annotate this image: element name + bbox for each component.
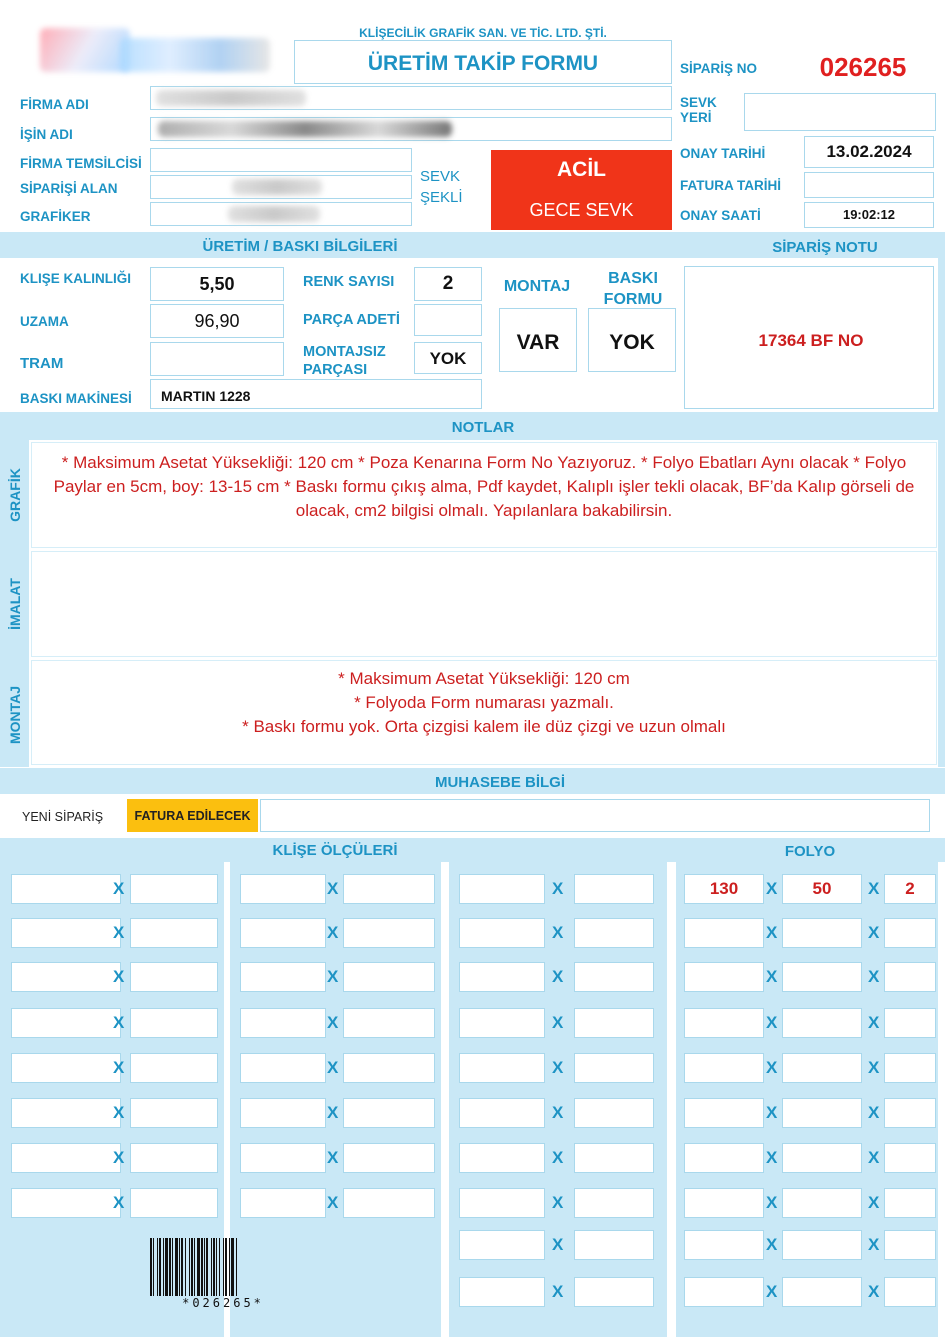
- redacted-firma: [156, 90, 306, 106]
- montajsiz-value: YOK: [429, 349, 467, 368]
- plate-width-field[interactable]: [459, 1008, 545, 1038]
- fatura-tarihi-label: FATURA TARİHİ: [680, 178, 781, 193]
- plate-height-field[interactable]: [574, 1008, 654, 1038]
- x-separator: X: [327, 1148, 339, 1167]
- baski-formu-label: BASKI FORMU: [603, 270, 663, 308]
- foil-count-field[interactable]: [884, 918, 936, 948]
- x-separator: X: [327, 1013, 339, 1032]
- renk-sayisi-label: RENK SAYISI: [303, 274, 395, 290]
- klise-kalinligi-label: KLIŞE KALINLIĞI: [20, 271, 131, 286]
- foil-height-field[interactable]: [782, 1098, 862, 1128]
- order-note-title: SİPARİŞ NOTU: [772, 239, 878, 256]
- plate-height-field[interactable]: [574, 918, 654, 948]
- plate-height-field[interactable]: [574, 1143, 654, 1173]
- shipping-method: GECE SEVK: [529, 200, 634, 220]
- plate-width-field[interactable]: [459, 1188, 545, 1218]
- foil-title: FOLYO: [784, 843, 836, 860]
- plate-width-field[interactable]: [459, 874, 545, 904]
- foil-height-field[interactable]: [782, 1053, 862, 1083]
- plate-height-field[interactable]: [343, 918, 435, 948]
- grafik-notes: * Maksimum Asetat Yüksekliği: 120 cm * Poza Kenarına Form No Yazıyoruz. * Folyo Ebatları Aynı olacak * Folyo Paylar en 5cm, boy: 13-15 cm * Baskı formu çıkış alma, Pdf kaydet, Kalıplı işler tekli olacak, BF’da Kalıp görseli de olacak, cm2 bilgisi olmalı. Yapılanlara bakabilirsin.: [53, 453, 915, 520]
- x-separator: X: [766, 1193, 778, 1212]
- foil-count-field[interactable]: [884, 1053, 936, 1083]
- plate-height-field[interactable]: [574, 874, 654, 904]
- urgent-label: ACİL: [557, 158, 606, 181]
- plate-height-field[interactable]: [343, 1053, 435, 1083]
- foil-count-field[interactable]: [884, 1188, 936, 1218]
- x-separator: X: [766, 1013, 778, 1032]
- klise-kalinligi-value: 5,50: [199, 274, 235, 294]
- barcode-bar: [219, 1238, 220, 1296]
- barcode-bar: [194, 1238, 195, 1296]
- plate-height-field[interactable]: [130, 1053, 218, 1083]
- plate-height-field[interactable]: [130, 1188, 218, 1218]
- plate-height-field[interactable]: [574, 1098, 654, 1128]
- foil-width-field[interactable]: [684, 1143, 764, 1173]
- new-order-label: YENİ SİPARİŞ: [22, 810, 104, 824]
- isin-adi-label: İŞİN ADI: [20, 127, 73, 142]
- grafiker-label: GRAFİKER: [20, 209, 91, 224]
- fatura-tarihi-field[interactable]: [804, 172, 934, 198]
- onay-saati-label: ONAY SAATİ: [680, 208, 761, 223]
- x-separator: X: [766, 923, 778, 942]
- notes-right-strip: [938, 440, 945, 767]
- x-separator: X: [113, 967, 125, 986]
- foil-value: 130: [709, 879, 739, 898]
- x-separator: X: [327, 1103, 339, 1122]
- redacted-siparisi-alan: [232, 179, 322, 195]
- sevk-sekli-label: SEVK ŞEKLİ: [420, 168, 463, 206]
- foil-height-field[interactable]: [782, 1143, 862, 1173]
- redacted-isin: [158, 121, 452, 137]
- x-separator: X: [113, 923, 125, 942]
- plate-height-field[interactable]: [574, 962, 654, 992]
- barcode-bar: [185, 1238, 186, 1296]
- x-separator: X: [552, 1282, 564, 1301]
- montaj-label: MONTAJ: [503, 278, 571, 295]
- plate-width-field[interactable]: [240, 1098, 326, 1128]
- foil-count-field[interactable]: [884, 1230, 936, 1260]
- firma-adi-label: FİRMA ADI: [20, 97, 89, 112]
- x-separator: X: [868, 1013, 880, 1032]
- barcode-bar: [181, 1238, 183, 1296]
- sevk-yeri-field[interactable]: [744, 93, 936, 131]
- foil-width-field[interactable]: [684, 1230, 764, 1260]
- foil-count-field[interactable]: [884, 962, 936, 992]
- plate-height-field[interactable]: [130, 962, 218, 992]
- barcode-bar: [229, 1238, 230, 1296]
- x-separator: X: [868, 1235, 880, 1254]
- form-title: ÜRETİM TAKİP FORMU: [367, 52, 599, 75]
- x-separator: X: [552, 967, 564, 986]
- plate-height-field[interactable]: [574, 1277, 654, 1307]
- plate-width-field[interactable]: [240, 1053, 326, 1083]
- baski-makinesi-label: BASKI MAKİNESİ: [20, 391, 132, 406]
- onay-saati-value: 19:02:12: [842, 207, 896, 222]
- plate-width-field[interactable]: [459, 1053, 545, 1083]
- plate-height-field[interactable]: [574, 1230, 654, 1260]
- x-separator: X: [327, 923, 339, 942]
- x-separator: X: [327, 967, 339, 986]
- x-separator: X: [327, 1058, 339, 1077]
- plate-width-field[interactable]: [459, 1277, 545, 1307]
- barcode-bar: [201, 1238, 203, 1296]
- foil-value: 2: [905, 879, 915, 898]
- plate-width-field[interactable]: [240, 1188, 326, 1218]
- plate-height-field[interactable]: [343, 1188, 435, 1218]
- barcode-bar: [165, 1238, 168, 1296]
- plate-width-field[interactable]: [240, 1008, 326, 1038]
- barcode-bar: [225, 1238, 227, 1296]
- barcode-bar: [231, 1238, 234, 1296]
- foil-width-field[interactable]: [684, 1188, 764, 1218]
- production-title: ÜRETİM / BASKI BİLGİLERİ: [202, 238, 398, 255]
- plate-width-field[interactable]: [11, 1008, 121, 1038]
- plate-height-field[interactable]: [343, 1143, 435, 1173]
- plate-width-field[interactable]: [11, 1143, 121, 1173]
- notes-title: NOTLAR: [451, 419, 515, 436]
- plate-height-field[interactable]: [130, 918, 218, 948]
- baski-makinesi-value: MARTIN 1228: [161, 388, 251, 404]
- foil-width-field[interactable]: [684, 918, 764, 948]
- barcode-bar: [153, 1238, 154, 1296]
- x-separator: X: [766, 879, 778, 898]
- imalat-box: [31, 551, 937, 657]
- plate-width-field[interactable]: [11, 962, 121, 992]
- plate-width-field[interactable]: [11, 918, 121, 948]
- x-separator: X: [868, 879, 880, 898]
- plate-width-field[interactable]: [11, 874, 121, 904]
- x-separator: X: [327, 1193, 339, 1212]
- plate-width-field[interactable]: [11, 1053, 121, 1083]
- barcode-text: *026265*: [182, 1296, 264, 1310]
- barcode-bar: [172, 1238, 173, 1296]
- plate-height-field[interactable]: [343, 1098, 435, 1128]
- baski-formu-value: YOK: [609, 331, 655, 354]
- plate-width-field[interactable]: [240, 918, 326, 948]
- plate-sizes-title: KLİŞE ÖLÇÜLERİ: [272, 842, 398, 859]
- plate-width-field[interactable]: [240, 1143, 326, 1173]
- x-separator: X: [868, 923, 880, 942]
- plate-width-field[interactable]: [11, 1188, 121, 1218]
- barcode-bar: [179, 1238, 180, 1296]
- x-separator: X: [766, 1235, 778, 1254]
- x-separator: X: [113, 1193, 125, 1212]
- x-separator: X: [113, 1103, 125, 1122]
- montaj-notes-label: MONTAJ: [7, 685, 23, 745]
- x-separator: X: [552, 1013, 564, 1032]
- x-separator: X: [868, 1103, 880, 1122]
- tram-field[interactable]: [150, 342, 284, 376]
- barcode-bar: [169, 1238, 171, 1296]
- accounting-title: MUHASEBE BİLGİ: [434, 774, 565, 791]
- x-separator: X: [868, 1282, 880, 1301]
- montaj-notes: [48, 667, 920, 739]
- x-separator: X: [552, 1235, 564, 1254]
- foil-height-field[interactable]: [782, 918, 862, 948]
- imalat-label: İMALAT: [7, 578, 23, 630]
- x-separator: X: [552, 1148, 564, 1167]
- foil-width-field[interactable]: [684, 1053, 764, 1083]
- x-separator: X: [327, 879, 339, 898]
- barcode-bar: [150, 1238, 152, 1296]
- barcode-bar: [159, 1238, 161, 1296]
- onay-tarihi-label: ONAY TARİHİ: [680, 146, 766, 161]
- plate-width-field[interactable]: [459, 962, 545, 992]
- x-separator: X: [552, 1103, 564, 1122]
- foil-width-field[interactable]: [684, 962, 764, 992]
- invoice-status: FATURA EDİLECEK: [134, 809, 251, 823]
- x-separator: X: [113, 879, 125, 898]
- barcode-bar: [211, 1238, 212, 1296]
- plate-width-field[interactable]: [459, 1143, 545, 1173]
- accounting-field[interactable]: [260, 799, 930, 832]
- x-separator: X: [766, 1282, 778, 1301]
- x-separator: X: [868, 967, 880, 986]
- plate-width-field[interactable]: [240, 874, 326, 904]
- foil-height-field[interactable]: [782, 962, 862, 992]
- x-separator: X: [868, 1058, 880, 1077]
- plate-height-field[interactable]: [130, 1098, 218, 1128]
- barcode-bar: [191, 1238, 193, 1296]
- plate-height-field[interactable]: [130, 1143, 218, 1173]
- x-separator: X: [766, 1148, 778, 1167]
- foil-width-field[interactable]: [684, 1277, 764, 1307]
- right-edge-strip: [938, 258, 945, 412]
- plate-height-field[interactable]: [343, 962, 435, 992]
- x-separator: X: [552, 1193, 564, 1212]
- foil-value: 50: [812, 879, 832, 898]
- foil-height-field[interactable]: [782, 1008, 862, 1038]
- barcode-bar: [236, 1238, 237, 1296]
- foil-width-field[interactable]: [684, 1008, 764, 1038]
- foil-count-field[interactable]: [884, 1143, 936, 1173]
- renk-sayisi-value: 2: [442, 273, 454, 294]
- x-separator: X: [766, 1103, 778, 1122]
- barcode-bar: [213, 1238, 215, 1296]
- x-separator: X: [113, 1148, 125, 1167]
- plate-height-field[interactable]: [130, 874, 218, 904]
- plate-width-field[interactable]: [459, 1230, 545, 1260]
- uzama-value: 96,90: [194, 311, 240, 331]
- foil-count-field[interactable]: [884, 1008, 936, 1038]
- x-separator: X: [113, 1058, 125, 1077]
- order-no-label: SİPARİŞ NO: [680, 61, 758, 76]
- plate-height-field[interactable]: [130, 1008, 218, 1038]
- x-separator: X: [766, 1058, 778, 1077]
- foil-width-field[interactable]: [684, 1098, 764, 1128]
- x-separator: X: [868, 1148, 880, 1167]
- barcode: [150, 1238, 296, 1296]
- onay-tarihi-value: 13.02.2024: [826, 142, 912, 161]
- barcode-bar: [216, 1238, 217, 1296]
- order-number: 026265: [819, 52, 907, 82]
- x-separator: X: [552, 879, 564, 898]
- company-logo: [40, 22, 270, 82]
- plate-height-field[interactable]: [574, 1053, 654, 1083]
- x-separator: X: [113, 1013, 125, 1032]
- parca-adeti-label: PARÇA ADETİ: [303, 312, 400, 328]
- barcode-bar: [163, 1238, 164, 1296]
- uzama-label: UZAMA: [20, 314, 69, 329]
- x-separator: X: [552, 1058, 564, 1077]
- barcode-bar: [204, 1238, 205, 1296]
- parca-adeti-field[interactable]: [414, 304, 482, 336]
- plate-width-field[interactable]: [459, 918, 545, 948]
- foil-height-field[interactable]: [782, 1188, 862, 1218]
- barcode-bar: [223, 1238, 224, 1296]
- plate-width-field[interactable]: [240, 962, 326, 992]
- tram-label: TRAM: [20, 355, 64, 372]
- plate-height-field[interactable]: [343, 874, 435, 904]
- plate-width-field[interactable]: [11, 1098, 121, 1128]
- montajsiz-label: MONTAJSIZ PARÇASI: [303, 344, 386, 378]
- x-separator: X: [868, 1193, 880, 1212]
- plate-height-field[interactable]: [343, 1008, 435, 1038]
- barcode-bar: [206, 1238, 208, 1296]
- order-note-text: 17364 BF NO: [758, 331, 864, 350]
- montaj-note-line: * Folyoda Form numarası yazmalı.: [354, 693, 614, 712]
- montaj-note-line: * Maksimum Asetat Yüksekliği: 120 cm: [338, 669, 630, 688]
- firma-temsilcisi-label: FİRMA TEMSİLCİSİ: [20, 156, 142, 171]
- redacted-grafiker: [228, 206, 320, 222]
- x-separator: X: [766, 967, 778, 986]
- foil-count-field[interactable]: [884, 1098, 936, 1128]
- siparisi-alan-label: SİPARİŞİ ALAN: [20, 181, 118, 196]
- montaj-value: VAR: [516, 331, 560, 354]
- company-name: KLİŞECİLİK GRAFİK SAN. VE TİC. LTD. ŞTİ.: [359, 26, 607, 40]
- barcode-bar: [189, 1238, 190, 1296]
- grafik-label: GRAFİK: [7, 468, 23, 522]
- foil-height-field[interactable]: [782, 1230, 862, 1260]
- barcode-bar: [175, 1238, 178, 1296]
- sevk-yeri-label: SEVK YERİ: [680, 95, 717, 125]
- foil-height-field[interactable]: [782, 1277, 862, 1307]
- plate-width-field[interactable]: [459, 1098, 545, 1128]
- firma-temsilcisi-field[interactable]: [150, 148, 412, 172]
- foil-count-field[interactable]: [884, 1277, 936, 1307]
- montaj-note-line: * Baskı formu yok. Orta çizgisi kalem ile düz çizgi ve uzun olmalı: [242, 717, 726, 736]
- barcode-bar: [157, 1238, 158, 1296]
- x-separator: X: [552, 923, 564, 942]
- plate-height-field[interactable]: [574, 1188, 654, 1218]
- barcode-bars: [150, 1238, 296, 1296]
- barcode-bar: [197, 1238, 200, 1296]
